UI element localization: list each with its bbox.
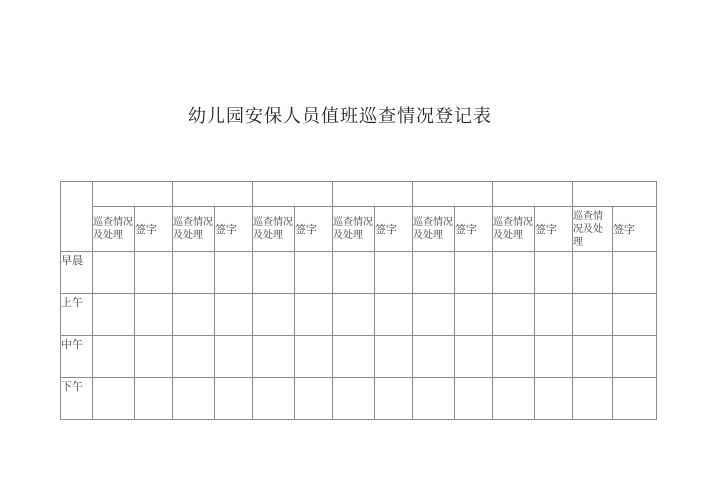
patrol-header-cell: 巡查情况及处理 [413, 207, 455, 252]
group-header-row [61, 182, 657, 207]
entry-cell [375, 252, 413, 294]
group-header-cell [573, 182, 657, 207]
column-header-row [61, 207, 657, 252]
entry-cell [253, 252, 295, 294]
entry-cell [455, 252, 493, 294]
entry-cell [333, 252, 375, 294]
entry-cell [93, 378, 135, 420]
entry-cell [573, 252, 613, 294]
entry-cell [253, 294, 295, 336]
entry-cell [295, 294, 333, 336]
table-row-afternoon [61, 378, 657, 420]
table-row-morning-early [61, 252, 657, 294]
entry-cell [375, 378, 413, 420]
entry-cell [455, 294, 493, 336]
group-header-cell [493, 182, 573, 207]
group-header-cell [253, 182, 333, 207]
patrol-header-cell: 巡查情况及处理 [573, 207, 613, 252]
entry-cell [173, 252, 215, 294]
entry-cell [173, 336, 215, 378]
sign-header-cell: 签字 [613, 207, 657, 252]
group-header-cell [413, 182, 493, 207]
entry-cell [135, 378, 173, 420]
entry-cell [413, 294, 455, 336]
patrol-header-cell: 巡查情况及处理 [173, 207, 215, 252]
entry-cell [295, 252, 333, 294]
sign-header-cell: 签字 [375, 207, 413, 252]
time-row-label: 中午 [61, 336, 93, 378]
entry-cell [215, 252, 253, 294]
entry-cell [375, 294, 413, 336]
entry-cell [493, 378, 535, 420]
entry-cell [93, 294, 135, 336]
entry-cell [333, 336, 375, 378]
entry-cell [493, 336, 535, 378]
entry-cell [135, 336, 173, 378]
entry-cell [535, 252, 573, 294]
entry-cell [215, 336, 253, 378]
entry-cell [413, 378, 455, 420]
entry-cell [375, 336, 413, 378]
entry-cell [613, 294, 657, 336]
sign-header-cell: 签字 [455, 207, 493, 252]
entry-cell [295, 378, 333, 420]
time-row-label: 上午 [61, 294, 93, 336]
entry-cell [135, 252, 173, 294]
entry-cell [535, 336, 573, 378]
entry-cell [135, 294, 173, 336]
entry-cell [455, 336, 493, 378]
group-header-cell [173, 182, 253, 207]
entry-cell [613, 252, 657, 294]
time-row-label: 早晨 [61, 252, 93, 294]
sign-header-cell: 签字 [135, 207, 173, 252]
entry-cell [535, 378, 573, 420]
sign-header-cell: 签字 [295, 207, 333, 252]
time-row-label: 下午 [61, 378, 93, 420]
sign-header-cell: 签字 [215, 207, 253, 252]
corner-cell [61, 182, 93, 252]
entry-cell [253, 336, 295, 378]
document-title: 幼儿园安保人员值班巡查情况登记表 [188, 106, 492, 127]
entry-cell [455, 378, 493, 420]
patrol-header-cell: 巡查情况及处理 [93, 207, 135, 252]
entry-cell [333, 378, 375, 420]
entry-cell [93, 252, 135, 294]
entry-cell [573, 378, 613, 420]
sign-header-cell: 签字 [535, 207, 573, 252]
entry-cell [493, 294, 535, 336]
duty-patrol-table [60, 181, 657, 420]
table-row-noon [61, 336, 657, 378]
patrol-header-cell: 巡查情况及处理 [253, 207, 295, 252]
entry-cell [215, 294, 253, 336]
group-header-cell [333, 182, 413, 207]
entry-cell [93, 336, 135, 378]
entry-cell [173, 294, 215, 336]
entry-cell [295, 336, 333, 378]
entry-cell [573, 294, 613, 336]
entry-cell [253, 378, 295, 420]
entry-cell [413, 252, 455, 294]
patrol-header-cell: 巡查情况及处理 [493, 207, 535, 252]
entry-cell [173, 378, 215, 420]
group-header-cell [93, 182, 173, 207]
entry-cell [535, 294, 573, 336]
entry-cell [333, 294, 375, 336]
entry-cell [613, 378, 657, 420]
entry-cell [413, 336, 455, 378]
entry-cell [493, 252, 535, 294]
entry-cell [613, 336, 657, 378]
patrol-header-cell: 巡查情况及处理 [333, 207, 375, 252]
table-row-morning [61, 294, 657, 336]
entry-cell [573, 336, 613, 378]
entry-cell [215, 378, 253, 420]
